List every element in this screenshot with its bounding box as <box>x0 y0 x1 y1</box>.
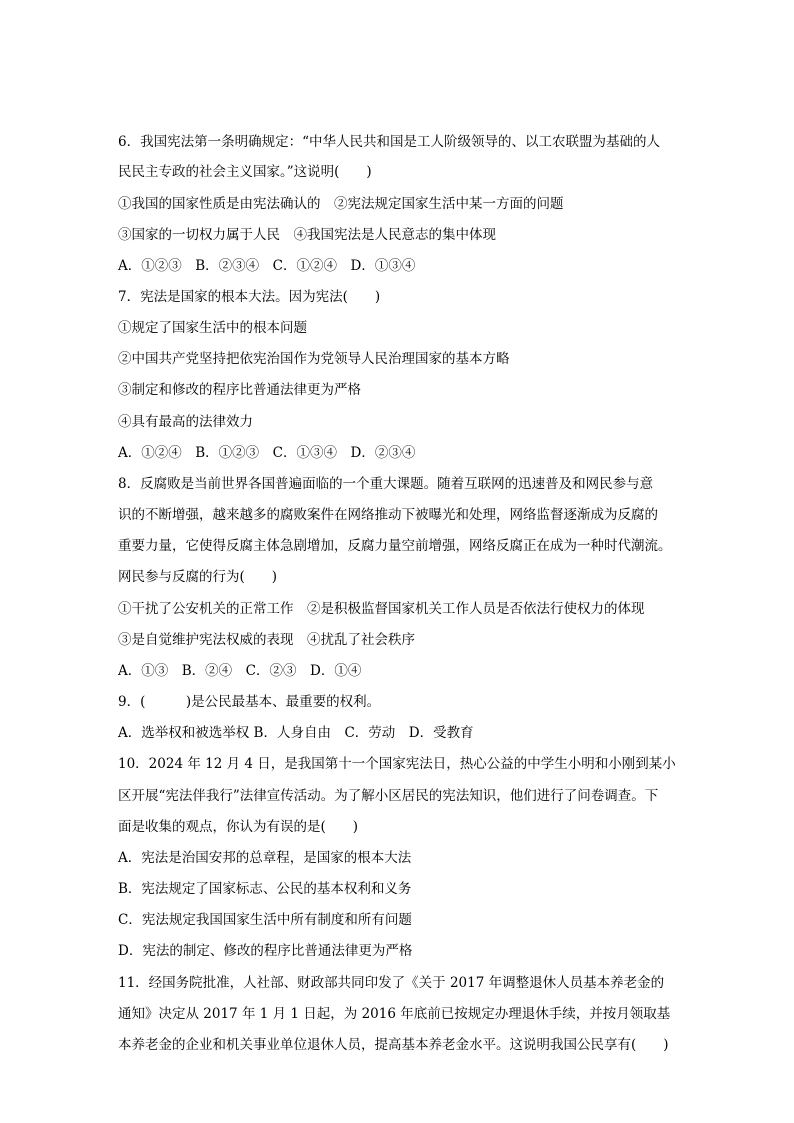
q8-stem-line-3: 重要力量，它使得反腐主体急剧增加，反腐力量空前增强，网络反腐正在成为一种时代潮流。 <box>118 538 672 554</box>
q7-option-1: ①规定了国家生活中的根本问题 <box>118 320 307 336</box>
q10-stem-line-1: 10．2024 年 12 月 4 日，是我国第十一个国家宪法日，热心公益的中学生小明和小刚到某小 <box>118 756 676 772</box>
q8-options-line-1: ①干扰了公安机关的正常工作 ②是积极监督国家机关工作人员是否依法行使权力的体现 <box>118 601 645 617</box>
q10-stem-line-2: 区开展“宪法伴我行”法律宣传活动。为了解小区居民的宪法知识，他们进行了问卷调查。下 <box>118 788 659 804</box>
q7-option-3: ③制定和修改的程序比普通法律更为严格 <box>118 382 361 398</box>
q8-stem-line-2: 识的不断增强，越来越多的腐败案件在网络推动下被曝光和处理，网络监督逐渐成为反腐的 <box>118 507 658 523</box>
q7-option-4: ④具有最高的法律效力 <box>118 414 253 430</box>
q6-options-line-2: ③国家的一切权力属于人民 ④我国宪法是人民意志的集中体现 <box>118 227 496 243</box>
q7-option-2: ②中国共产党坚持把依宪治国作为党领导人民治理国家的基本方略 <box>118 351 510 367</box>
q10-option-c: C．宪法规定我国国家生活中所有制度和所有问题 <box>118 912 412 928</box>
q10-option-a: A．宪法是治国安邦的总章程，是国家的根本大法 <box>118 850 412 866</box>
q11-stem-line-3: 本养老金的企业和机关事业单位退休人员，提高基本养老金水平。这说明我国公民享有( ) <box>118 1037 669 1053</box>
q8-stem-line-1: 8．反腐败是当前世界各国普遍面临的一个重大课题。随着互联网的迅速普及和网民参与意 <box>118 476 654 492</box>
q6-stem-line-1: 6．我国宪法第一条明确规定：“中华人民共和国是工人阶级领导的、以工农联盟为基础的人 <box>118 134 660 150</box>
q6-stem-line-2: 民民主专政的社会主义国家。”这说明( ) <box>118 164 372 180</box>
q7-stem: 7．宪法是国家的根本大法。因为宪法( ) <box>118 289 381 305</box>
q8-stem-line-4: 网民参与反腐的行为( ) <box>118 569 278 585</box>
q10-option-b: B．宪法规定了国家标志、公民的基本权利和义务 <box>118 881 412 897</box>
q6-choices: A．①②③ B．②③④ C．①②④ D．①③④ <box>118 258 416 274</box>
q8-choices: A．①③ B．②④ C．②③ D．①④ <box>118 663 362 679</box>
q10-option-d: D．宪法的制定、修改的程序比普通法律更为严格 <box>118 943 413 959</box>
q8-options-line-2: ③是自觉维护宪法权威的表现 ④扰乱了社会秩序 <box>118 632 415 648</box>
q11-stem-line-1: 11．经国务院批准，人社部、财政部共同印发了《关于 2017 年调整退休人员基本养老金的 <box>118 975 665 991</box>
q11-stem-line-2: 通知》决定从 2017 年 1 月 1 日起，为 2016 年底前已按规定办理退休手续，并按月领取基 <box>118 1006 671 1022</box>
q10-stem-line-3: 面是收集的观点，你认为有误的是( ) <box>118 819 359 835</box>
q9-choices: A．选举权和被选举权 B．人身自由 C．劳动 D．受教育 <box>118 725 474 741</box>
q6-options-line-1: ①我国的国家性质是由宪法确认的 ②宪法规定国家生活中某一方面的问题 <box>118 196 564 212</box>
q9-stem: 9．( )是公民最基本、最重要的权利。 <box>118 694 381 710</box>
q7-choices: A．①②④ B．①②③ C．①③④ D．②③④ <box>118 445 416 461</box>
